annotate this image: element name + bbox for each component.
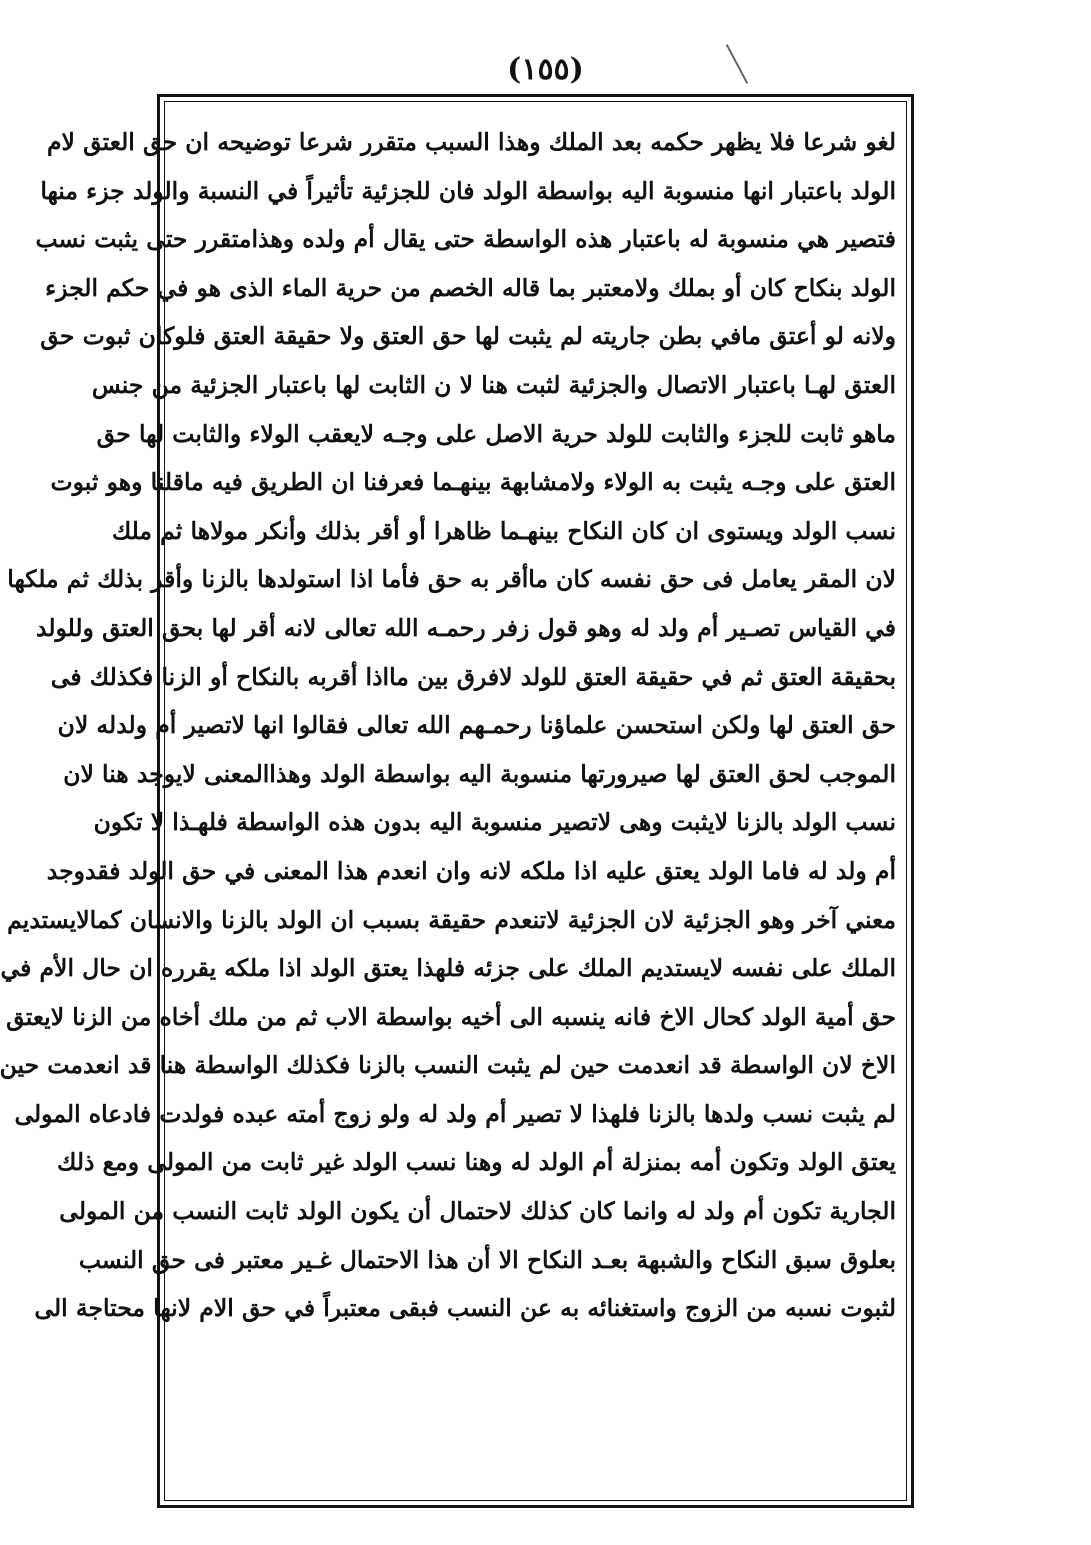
text-line: أم ولد له فاما الولد يعتق عليه اذا ملكه لانه وان انعدم هذا المعنى في حق الولد فقدوجد [46, 856, 896, 885]
text-line: العتق لهـا باعتبار الاتصال والجزئية لثبت هنا لا ن الثابت لها باعتبار الجزئية من جنس [91, 370, 896, 399]
text-line: الاخ لان الواسطة قد انعدمت حين لم يثبت النسب بالزنا فكذلك الواسطة هنا قد انعدمت حين [0, 1051, 896, 1080]
text-line: نسب الولد بالزنا لايثبت وهى لاتصير منسوبة اليه بدون هذه الواسطة فلهـذا لا تكون [93, 808, 896, 837]
text-line: لم يثبت نسب ولدها بالزنا فلهذا لا تصير أم ولد له ولو زوج أمته عبده فولدت فادعاه المولى [14, 1099, 896, 1128]
text-line: حق أمية الولد كحال الاخ فانه ينسبه الى أخيه بواسطة الاب ثم من ملك أخاه من الزنا لايعتق [6, 1002, 896, 1031]
text-line: يعتق الولد وتكون أمه بمنزلة أم الولد له وهنا نسب الولد غير ثابت من المولى ومع ذلك [57, 1148, 896, 1177]
text-line: ماهو ثابت للجزء والثابت للولد حرية الاصل على وجـه لايعقب الولاء والثابت لها حق [96, 419, 896, 448]
text-line: بعلوق سبق النكاح والشبهة بعـد النكاح الا أن هذا الاحتمال غـير معتبر فى حق النسب [78, 1245, 896, 1274]
text-line: لان المقر يعامل فى حق نفسه كان ماأقر به حق فأما اذا استولدها بالزنا وأقر بذلك ثم ملكها [7, 565, 896, 594]
text-line: العتق على وجـه يثبت به الولاء ولامشابهة بينهـما فعرفنا ان الطريق فيه ماقلنا وهو ثبوت [50, 468, 896, 497]
text-line: بحقيقة العتق ثم في حقيقة العتق للولد لافرق بين مااذا أقربه بالنكاح أو الزنا فكذلك فى [50, 662, 896, 691]
text-line: نسب الولد ويستوى ان كان النكاح بينهـما ظاهرا أو أقر بذلك وأنكر مولاها ثم ملك [111, 516, 896, 545]
text-line: لغو شرعا فلا يظهر حكمه بعد الملك وهذا السبب متقرر شرعا توضيحه ان حق العتق لام [46, 128, 896, 156]
text-line: معني آخر وهو الجزئية لان الجزئية لاتنعدم حقيقة بسبب ان الولد بالزنا والانسان كمالايستديم [7, 905, 896, 934]
text-line: ولانه لو أعتق مافي بطن جاريته لم يثبت لها حق العتق ولا حقيقة العتق فلوكان ثبوت حق [40, 322, 896, 351]
text-line: الولد باعتبار انها منسوبة اليه بواسطة الولد فان للجزئية تأثيراً في النسبة والولد جزء منها [40, 176, 896, 205]
text-line: في القياس تصـير أم ولد له وهو قول زفر رحمـه الله تعالى لانه أقر لها بحق العتق وللولد [35, 613, 896, 642]
text-line: فتصير هي منسوبة له باعتبار هذه الواسطة حتى يقال أم ولده وهذامتقرر حتى يثبت نسب [35, 225, 896, 254]
text-line: الجارية تكون أم ولد له وانما كان كذلك لاحتمال أن يكون الولد ثابت النسب من المولى [59, 1197, 896, 1226]
text-line: الموجب لحق العتق لها صيرورتها منسوبة اليه بواسطة الولد وهذاالمعنى لايوجد هنا لان [63, 759, 896, 788]
text-line: حق العتق لها ولكن استحسن علماؤنا رحمـهم الله تعالى فقالوا انها لاتصير أم ولدله لان [57, 711, 896, 740]
text-line: الملك على نفسه لايستديم الملك على جزئه فلهذا يعتق الولد اذا ملكه يقرره ان حال الأم في [0, 954, 896, 983]
page-number: (١٥٥) [507, 52, 584, 87]
text-line: لثبوت نسبه من الزوج واستغنائه به عن النسب فبقى معتبراً في حق الام لانها محتاجة الى [34, 1294, 896, 1323]
text-line: الولد بنكاح كان أو بملك ولامعتبر بما قاله الخصم من حرية الماء الذى هو في حكم الجزء [45, 273, 896, 302]
text-body [0, 118, 896, 1333]
